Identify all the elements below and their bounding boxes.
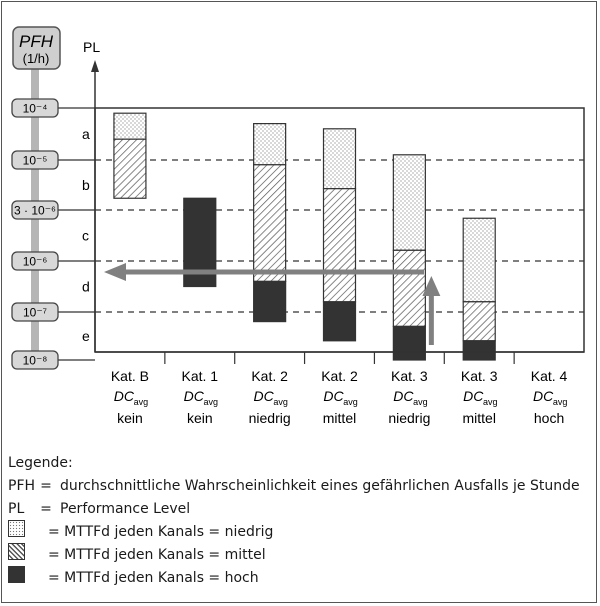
pfh-tick (12, 99, 95, 117)
category-label (531, 368, 568, 426)
bar-segment-mittel (254, 165, 286, 282)
category-dc: DC (323, 388, 344, 404)
category-dc-sub: avg (343, 397, 358, 407)
category-dc: DC (183, 388, 204, 404)
pfh-tick-label: 10⁻⁴ (22, 101, 48, 116)
legend-item-text: = MTTFd jeden Kanals = hoch (48, 570, 259, 586)
category-dc: DC (463, 388, 484, 404)
pl-level-label: e (82, 328, 90, 344)
legend-pl-text: Performance Level (60, 501, 191, 517)
pl-axis-arrowhead (91, 60, 99, 72)
legend-item-niedrig (8, 521, 596, 544)
category-kat: Kat. 3 (391, 368, 428, 384)
legend-pl-row (8, 498, 596, 521)
legend-title: Legende: (8, 455, 73, 471)
solid-swatch-icon (8, 566, 25, 583)
legend-item-hoch (8, 567, 596, 590)
bar (463, 218, 495, 360)
category-label (461, 368, 498, 426)
category-kat: Kat. 1 (181, 368, 219, 384)
category-label (321, 368, 358, 426)
bar-segment-niedrig (254, 124, 286, 165)
bar-segment-hoch (463, 341, 495, 360)
pfh-unit: (1/h) (22, 51, 50, 66)
pfh-label: PFH (19, 32, 53, 51)
bar-segment-hoch (324, 302, 356, 341)
legend-pfh-text: durchschnittliche Wahrscheinlichkeit eines gefährlichen Ausfalls je Stunde (60, 478, 580, 494)
bar (114, 113, 146, 198)
category-dc: DC (393, 388, 414, 404)
pl-level-label: c (82, 227, 89, 244)
category-label (181, 368, 218, 426)
category-kat: Kat. 3 (460, 368, 498, 384)
category-dc-sub: avg (552, 397, 568, 407)
legend (8, 452, 596, 590)
bar (393, 155, 425, 360)
category-dc-level: niedrig (248, 410, 291, 426)
pl-level-label: d (82, 278, 90, 295)
bar (254, 124, 286, 322)
category-dc-sub: avg (203, 397, 219, 407)
category-kat: Kat. 2 (251, 368, 288, 384)
pfh-tick (12, 351, 95, 369)
pl-axis-label: PL (83, 39, 101, 55)
category-dc: DC (532, 388, 554, 404)
category-kat: Kat. B (110, 368, 149, 384)
legend-item-mittel (8, 544, 596, 567)
legend-title-row (8, 452, 596, 475)
pfh-axis-title (13, 27, 60, 69)
legend-pfh-row (8, 475, 596, 498)
pfh-tick-label: 10⁻⁵ (22, 153, 48, 168)
category-dc-sub: avg (482, 397, 498, 407)
left-arrow-head-icon (104, 263, 126, 281)
bar-segment-mittel (393, 250, 425, 326)
category-dc-level: mittel (322, 410, 357, 426)
pfh-tick (12, 303, 95, 321)
category-label (249, 368, 291, 426)
pfh-tick-label: 10⁻⁶ (22, 254, 48, 269)
category-dc-sub: avg (133, 397, 149, 407)
bar-segment-hoch (393, 326, 425, 360)
pfh-tick-label: 10⁻⁸ (22, 353, 48, 368)
pfh-tick (12, 201, 95, 219)
dotted-swatch-icon (8, 520, 25, 537)
bar-segment-mittel (114, 139, 146, 198)
category-dc-sub: avg (413, 397, 428, 407)
bar (324, 129, 356, 341)
category-dc-sub: avg (273, 397, 288, 407)
category-label (388, 368, 430, 426)
pl-level-label: b (82, 177, 90, 193)
bar-segment-niedrig (114, 113, 146, 139)
category-label (111, 368, 149, 426)
legend-pl-key: PL (8, 501, 25, 517)
pfh-tick (12, 252, 95, 270)
category-dc-level: hoch (533, 410, 565, 426)
category-dc-level: mittel (462, 410, 496, 426)
category-dc-level: kein (117, 410, 143, 426)
legend-pl-eq: = (40, 501, 52, 517)
pl-level-label: a (82, 126, 90, 142)
bar-segment-niedrig (463, 218, 495, 302)
legend-pfh-eq: = (40, 478, 52, 494)
bar-segment-mittel (463, 302, 495, 341)
bar-segment-niedrig (324, 129, 356, 189)
legend-item-text: = MTTFd jeden Kanals = mittel (48, 547, 266, 563)
legend-pfh-key: PFH (8, 478, 36, 494)
category-kat: Kat. 4 (530, 368, 568, 384)
bar-segment-niedrig (393, 155, 425, 251)
category-dc: DC (113, 388, 135, 404)
pfh-tick (12, 151, 95, 169)
legend-item-text: = MTTFd jeden Kanals = niedrig (48, 524, 274, 540)
pfh-tick-label: 3 · 10⁻⁶ (14, 203, 56, 218)
pfh-tick-label: 10⁻⁷ (22, 305, 48, 320)
bar-segment-hoch (254, 281, 286, 321)
category-dc: DC (253, 388, 274, 404)
category-kat: Kat. 2 (321, 368, 358, 384)
hatched-swatch-icon (8, 543, 25, 560)
category-dc-level: kein (186, 410, 213, 426)
category-dc-level: niedrig (388, 410, 431, 426)
bar-segment-mittel (324, 189, 356, 302)
